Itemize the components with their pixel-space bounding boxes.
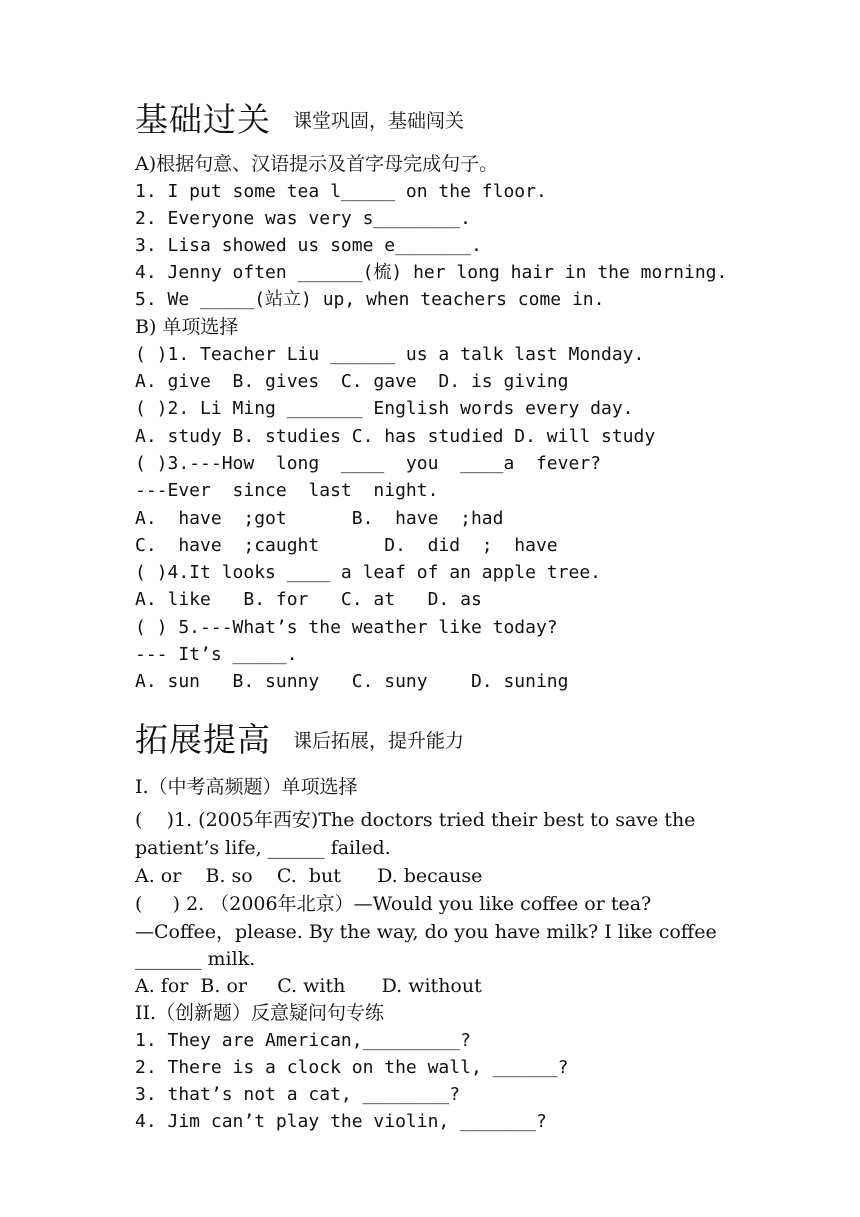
part-ii-item: 1. They are American,_________? — [135, 1030, 471, 1051]
section-subtitle: 课堂巩固，基础闯关 — [293, 110, 465, 132]
part-i-heading: Ⅰ.（中考高频题）单项选择 — [135, 776, 358, 798]
part-i-line: patient’s life, ______ failed. — [135, 837, 391, 859]
part-i-line: A. for B. or C. with D. without — [135, 975, 482, 997]
part-b-line: ---Ever since last night. — [135, 480, 439, 501]
section-title: 拓展提高 — [135, 720, 271, 759]
part-b-line: --- It’s _____. — [135, 644, 298, 665]
part-i-line: —Coffee，please. By the way, do you have milk? I like coffee — [135, 921, 717, 943]
part-ii-item: 4. Jim can’t play the violin, _______? — [135, 1111, 547, 1132]
part-ii-heading: II.（创新题）反意疑问句专练 — [135, 1002, 385, 1024]
part-i-line: ( ) 2. （2006年北京）—Would you like coffee or tea? — [135, 893, 652, 915]
section-title: 基础过关 — [135, 100, 271, 139]
part-b-line: A. sun B. sunny C. suny D. suning — [135, 671, 569, 692]
part-i-line: _______ milk. — [135, 948, 256, 970]
part-i-line: A. or B. so C. but D. because — [135, 865, 483, 887]
part-b-line: A. give B. gives C. gave D. is giving — [135, 371, 569, 392]
part-a-item: 2. Everyone was very s________. — [135, 208, 471, 229]
part-b-line: A. study B. studies C. has studied D. will study — [135, 426, 656, 447]
part-b-line: ( )3.---How long ____ you ____a fever? — [135, 453, 601, 474]
part-a-item: 3. Lisa showed us some e_______. — [135, 235, 482, 256]
section-heading-extend — [135, 714, 464, 761]
part-a-item: 1. I put some tea l_____ on the floor. — [135, 181, 547, 202]
part-b-heading: B) 单项选择 — [135, 316, 239, 338]
part-b-line: ( )1. Teacher Liu ______ us a talk last Monday. — [135, 344, 645, 365]
part-a-heading: A)根据句意、汉语提示及首字母完成句子。 — [135, 153, 499, 175]
part-b-line: A. like B. for C. at D. as — [135, 589, 482, 610]
part-b-line: ( )4.It looks ____ a leaf of an apple tree. — [135, 562, 601, 583]
part-ii-item: 3. that’s not a cat, ________? — [135, 1084, 461, 1105]
part-a-item: 4. Jenny often ______(梳) her long hair in the morning. — [135, 262, 728, 283]
section-heading-basic — [135, 94, 464, 141]
part-ii-item: 2. There is a clock on the wall, ______? — [135, 1057, 569, 1078]
section-subtitle: 课后拓展，提升能力 — [293, 730, 465, 752]
part-b-line: C. have ;caught D. did ; have — [135, 535, 558, 556]
part-i-line: ( )1. (2005年西安)The doctors tried their best to save the — [135, 809, 696, 831]
part-b-line: ( )2. Li Ming _______ English words every day. — [135, 398, 634, 419]
part-b-line: A. have ;got B. have ;had — [135, 508, 504, 529]
part-b-line: ( ) 5.---What’s the weather like today? — [135, 617, 558, 638]
part-a-item: 5. We _____(站立) up, when teachers come in. — [135, 289, 605, 310]
